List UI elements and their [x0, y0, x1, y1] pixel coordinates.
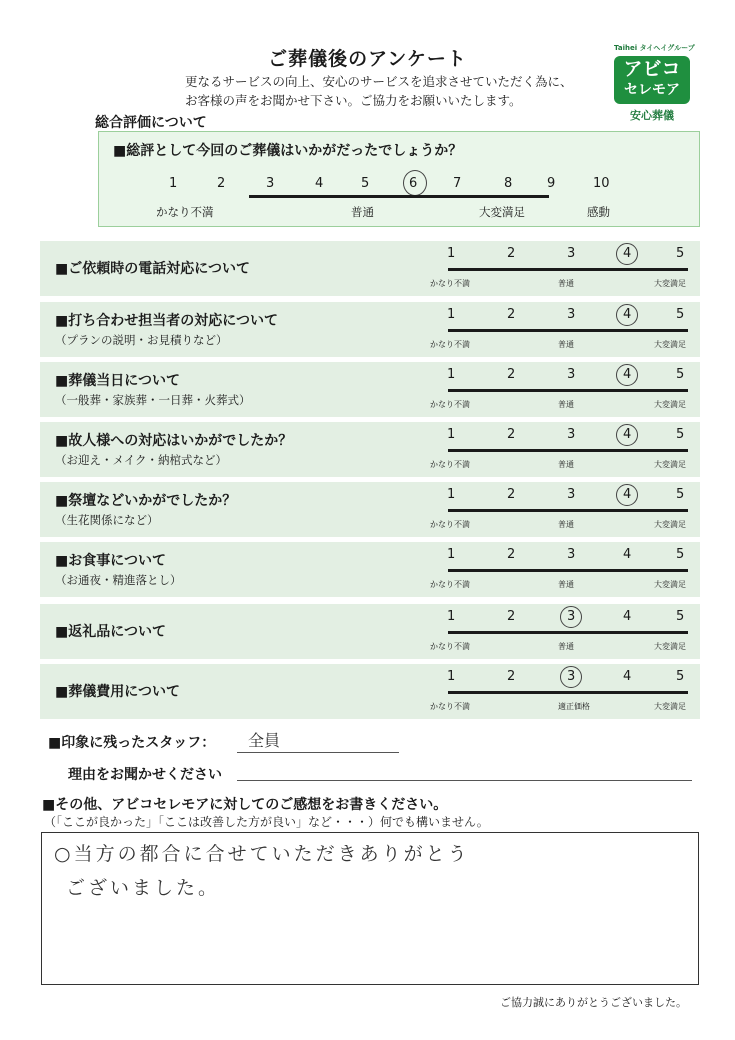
rating-scale-line	[448, 268, 688, 271]
overall-anchor-4: 感動	[587, 205, 610, 219]
rating-anchor-2: 普通	[558, 340, 574, 349]
rating-row-5	[40, 482, 700, 537]
logo-line-1: アビコ	[623, 58, 681, 80]
rating-scale-line	[448, 449, 688, 452]
comments-answer-line-2: ございました。	[66, 877, 221, 899]
rating-scale-line	[448, 691, 688, 694]
page-title: ご葬儀後のアンケート	[268, 48, 467, 70]
rating-option-2[interactable]: 2	[507, 367, 516, 382]
rating-row-label: ■返礼品について	[55, 624, 166, 640]
rating-option-4[interactable]: 4	[623, 307, 632, 322]
rating-option-2[interactable]: 2	[507, 609, 516, 624]
rating-option-2[interactable]: 2	[507, 427, 516, 442]
rating-option-4[interactable]: 4	[623, 427, 632, 442]
overall-scale-4[interactable]: 4	[315, 176, 324, 191]
overall-rating-box	[98, 131, 700, 227]
rating-option-1[interactable]: 1	[447, 307, 456, 322]
rating-anchor-2: 適正価格	[558, 702, 590, 711]
rating-scale-line	[448, 329, 688, 332]
rating-anchor-3: 大変満足	[654, 400, 686, 409]
rating-option-5[interactable]: 5	[676, 427, 685, 442]
staff-answer[interactable]: 全員	[248, 731, 281, 750]
rating-anchor-2: 普通	[558, 400, 574, 409]
rating-option-1[interactable]: 1	[447, 609, 456, 624]
rating-option-4[interactable]: 4	[623, 487, 632, 502]
rating-row-label: ■葬儀当日について	[55, 373, 180, 389]
rating-option-5[interactable]: 5	[676, 367, 685, 382]
overall-scale-line	[249, 195, 549, 198]
rating-anchor-1: かなり不満	[430, 642, 470, 651]
reason-underline	[237, 780, 692, 781]
rating-option-3[interactable]: 3	[567, 367, 576, 382]
rating-anchor-3: 大変満足	[654, 520, 686, 529]
rating-row-label: ■祭壇などいかがでしたか？	[55, 493, 237, 509]
rating-row-1	[40, 241, 700, 296]
rating-option-1[interactable]: 1	[447, 367, 456, 382]
overall-scale-2[interactable]: 2	[217, 176, 226, 191]
overall-section-title: 総合評価について	[95, 115, 207, 131]
rating-row-label: ■ご依頼時の電話対応について	[55, 261, 250, 277]
rating-selected-circle	[560, 666, 582, 688]
rating-anchor-2: 普通	[558, 279, 574, 288]
overall-scale-5[interactable]: 5	[361, 176, 370, 191]
rating-row-sublabel: （生花関係になど）	[55, 513, 159, 527]
rating-anchor-2: 普通	[558, 460, 574, 469]
rating-option-1[interactable]: 1	[447, 427, 456, 442]
rating-anchor-1: かなり不満	[430, 520, 470, 529]
footer-thanks: ご協力誠にありがとうございました。	[500, 996, 687, 1009]
company-logo	[614, 56, 690, 104]
rating-option-3[interactable]: 3	[567, 427, 576, 442]
rating-anchor-2: 普通	[558, 520, 574, 529]
overall-scale-6[interactable]: 6	[409, 176, 418, 191]
rating-option-2[interactable]: 2	[507, 487, 516, 502]
rating-option-2[interactable]: 2	[507, 246, 516, 261]
rating-anchor-3: 大変満足	[654, 642, 686, 651]
rating-row-sublabel: （お迎え・メイク・納棺式など）	[55, 453, 228, 467]
comments-box[interactable]	[41, 832, 699, 985]
rating-selected-circle	[616, 243, 638, 265]
rating-anchor-1: かなり不満	[430, 279, 470, 288]
rating-option-2[interactable]: 2	[507, 547, 516, 562]
rating-row-4	[40, 422, 700, 477]
rating-option-1[interactable]: 1	[447, 246, 456, 261]
rating-row-8	[40, 664, 700, 719]
comments-hint: （「ここが良かった」「ここは改善した方が良い」など・・・）何でも構いません。	[44, 815, 489, 829]
rating-option-3[interactable]: 3	[567, 246, 576, 261]
rating-option-5[interactable]: 5	[676, 307, 685, 322]
rating-option-3[interactable]: 3	[567, 547, 576, 562]
overall-scale-9[interactable]: 9	[547, 176, 556, 191]
rating-selected-circle	[616, 304, 638, 326]
rating-anchor-2: 普通	[558, 642, 574, 651]
rating-option-3[interactable]: 3	[567, 609, 576, 624]
rating-row-sublabel: （一般葬・家族葬・一日葬・火葬式）	[55, 393, 251, 407]
rating-option-4[interactable]: 4	[623, 246, 632, 261]
rating-anchor-1: かなり不満	[430, 340, 470, 349]
rating-anchor-1: かなり不満	[430, 702, 470, 711]
rating-option-5[interactable]: 5	[676, 487, 685, 502]
overall-anchor-3: 大変満足	[479, 205, 525, 219]
rating-option-4[interactable]: 4	[623, 367, 632, 382]
overall-anchor-2: 普通	[351, 205, 374, 219]
rating-option-5[interactable]: 5	[676, 609, 685, 624]
rating-selected-circle	[616, 424, 638, 446]
logo-line-2: セレモア	[624, 82, 680, 98]
rating-anchor-1: かなり不満	[430, 400, 470, 409]
rating-anchor-2: 普通	[558, 580, 574, 589]
staff-label: ■印象に残ったスタッフ：	[48, 735, 216, 751]
rating-scale-line	[448, 509, 688, 512]
overall-anchor-1: かなり不満	[156, 205, 214, 219]
overall-selected-circle	[403, 170, 427, 196]
comments-answer-line-1: ○当方の都合に合せていただきありがとう	[54, 843, 470, 865]
rating-option-3[interactable]: 3	[567, 487, 576, 502]
rating-option-1[interactable]: 1	[447, 487, 456, 502]
rating-row-label: ■葬儀費用について	[55, 684, 180, 700]
rating-row-label: ■打ち合わせ担当者の対応について	[55, 313, 278, 329]
rating-row-sublabel: （プランの説明・お見積りなど）	[55, 333, 228, 347]
overall-question: ■総評として今回のご葬儀はいかがだったでしょうか？	[113, 143, 463, 159]
overall-scale-8[interactable]: 8	[504, 176, 513, 191]
overall-scale-3[interactable]: 3	[266, 176, 275, 191]
rating-anchor-1: かなり不満	[430, 580, 470, 589]
rating-anchor-3: 大変満足	[654, 702, 686, 711]
rating-option-5[interactable]: 5	[676, 669, 685, 684]
rating-row-2	[40, 302, 700, 357]
rating-option-5[interactable]: 5	[676, 246, 685, 261]
reason-label: 理由をお聞かせください	[68, 767, 222, 783]
rating-option-4[interactable]: 4	[623, 547, 632, 562]
rating-anchor-3: 大変満足	[654, 460, 686, 469]
rating-anchor-3: 大変満足	[654, 340, 686, 349]
comments-label: ■その他、アビコセレモアに対してのご感想をお書きください。	[42, 797, 448, 813]
rating-option-2[interactable]: 2	[507, 307, 516, 322]
rating-row-7	[40, 604, 700, 659]
rating-row-3	[40, 362, 700, 417]
rating-option-2[interactable]: 2	[507, 669, 516, 684]
rating-scale-line	[448, 389, 688, 392]
rating-option-5[interactable]: 5	[676, 547, 685, 562]
intro-line-2: お客様の声をお聞かせ下さい。ご協力をお願いいたします。	[185, 93, 522, 108]
overall-scale-10[interactable]: 10	[593, 176, 610, 191]
intro-text	[185, 72, 573, 110]
rating-option-3[interactable]: 3	[567, 669, 576, 684]
rating-option-4[interactable]: 4	[623, 609, 632, 624]
logo-subtitle: 安心葬儀	[630, 109, 674, 122]
rating-anchor-3: 大変満足	[654, 580, 686, 589]
rating-option-3[interactable]: 3	[567, 307, 576, 322]
rating-selected-circle	[616, 364, 638, 386]
rating-row-label: ■お食事について	[55, 553, 166, 569]
rating-row-sublabel: （お通夜・精進落とし）	[55, 573, 182, 587]
logo-group-text: Taihei タイヘイグループ	[614, 44, 695, 52]
rating-option-4[interactable]: 4	[623, 669, 632, 684]
rating-row-6	[40, 542, 700, 597]
overall-scale-7[interactable]: 7	[453, 176, 462, 191]
overall-scale-1[interactable]: 1	[169, 176, 178, 191]
rating-selected-circle	[560, 606, 582, 628]
staff-underline	[237, 752, 399, 753]
rating-anchor-1: かなり不満	[430, 460, 470, 469]
rating-scale-line	[448, 631, 688, 634]
rating-option-1[interactable]: 1	[447, 547, 456, 562]
rating-anchor-3: 大変満足	[654, 279, 686, 288]
rating-option-1[interactable]: 1	[447, 669, 456, 684]
rating-row-label: ■故人様への対応はいかがでしたか？	[55, 433, 293, 449]
rating-scale-line	[448, 569, 688, 572]
intro-line-1: 更なるサービスの向上、安心のサービスを追求させていただく為に、	[185, 74, 573, 89]
rating-selected-circle	[616, 484, 638, 506]
